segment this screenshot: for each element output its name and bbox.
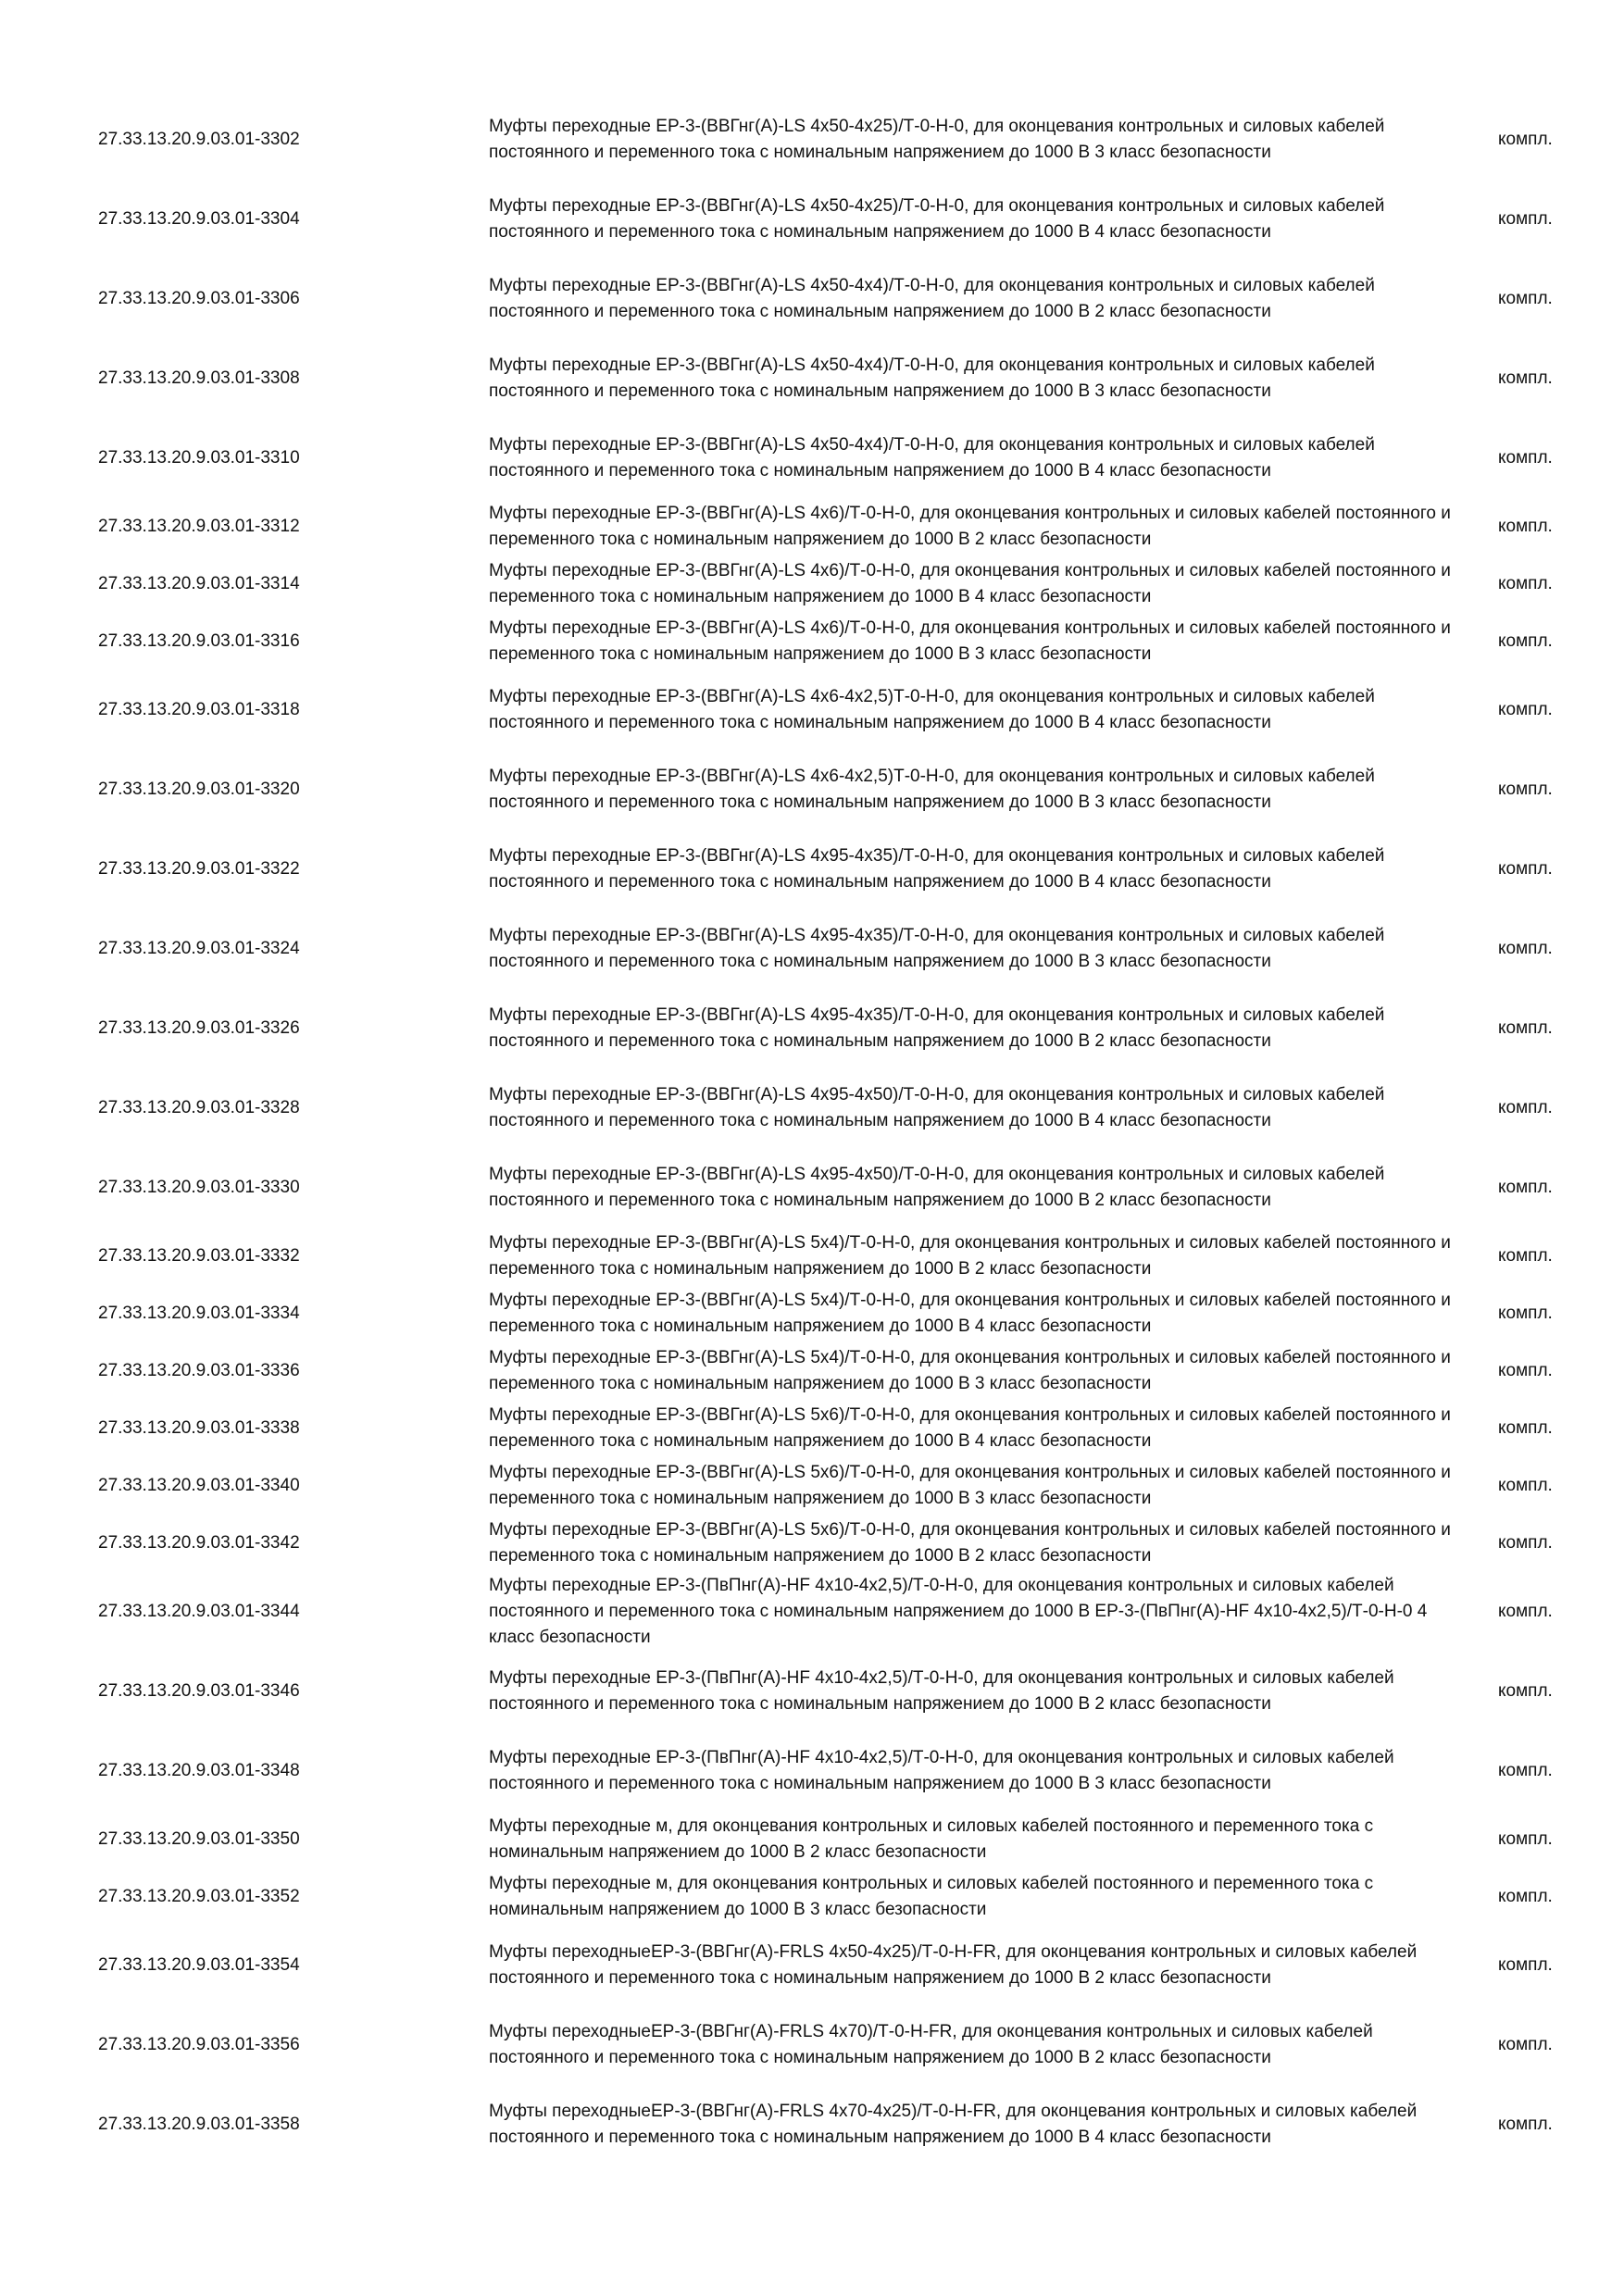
item-unit: компл. xyxy=(1498,2115,1553,2134)
table-row xyxy=(0,2005,1624,2085)
item-code: 27.33.13.20.9.03.01-3320 xyxy=(98,780,300,799)
item-description-cell xyxy=(489,1068,1452,1148)
item-code: 27.33.13.20.9.03.01-3330 xyxy=(98,1178,300,1197)
item-unit: компл. xyxy=(1498,368,1553,388)
item-description: Муфты переходные ЕР-3-(ПвПнг(А)-HF 4х10-4х2,5)/Т-0-Н-0, для оконцевания контрольных и силовых кабелей постоянного и переменного тока с номинальным напряжением до 1000 В ЕР-3-(ПвПнг(А)-HF 4х10-4х2,5)/Т-0-Н-0 4 класс безопасности xyxy=(489,1576,1428,1647)
item-description-cell xyxy=(489,180,1452,259)
item-description: Муфты переходные ЕР-3-(ВВГнг(А)-LS 4х95-4х35)/Т-0-Н-0, для оконцевания контрольных и силовых кабелей постоянного и переменного тока с номинальным напряжением до 1000 В 4 класс безопасности xyxy=(489,846,1385,892)
item-unit: компл. xyxy=(1498,1178,1553,1197)
item-description-cell xyxy=(489,2005,1452,2085)
item-description-cell xyxy=(489,1285,1452,1342)
table-row xyxy=(0,909,1624,989)
table-row xyxy=(0,1285,1624,1342)
item-code: 27.33.13.20.9.03.01-3354 xyxy=(98,1955,300,1975)
table-row xyxy=(0,1457,1624,1515)
item-code: 27.33.13.20.9.03.01-3348 xyxy=(98,1761,300,1780)
item-unit: компл. xyxy=(1498,1761,1553,1780)
item-code: 27.33.13.20.9.03.01-3356 xyxy=(98,2035,300,2054)
item-code: 27.33.13.20.9.03.01-3314 xyxy=(98,574,300,593)
item-unit: компл. xyxy=(1498,1304,1553,1323)
item-description: Муфты переходные ЕР-3-(ВВГнг(А)-LS 5х6)/Т-0-Н-0, для оконцевания контрольных и силовых кабелей постоянного и переменного тока с номинальным напряжением до 1000 В 4 класс безопасности xyxy=(489,1405,1451,1451)
item-code: 27.33.13.20.9.03.01-3312 xyxy=(98,517,300,536)
item-description-cell xyxy=(489,259,1452,339)
item-description: Муфты переходные ЕР-3-(ВВГнг(А)-LS 4х6)/Т-0-Н-0, для оконцевания контрольных и силовых кабелей постоянного и переменного тока с номинальным напряжением до 1000 В 4 класс безопасности xyxy=(489,561,1451,606)
item-description: Муфты переходные ЕР-3-(ВВГнг(А)-LS 4х50-4х4)/Т-0-Н-0, для оконцевания контрольных и силовых кабелей постоянного и переменного тока с номинальным напряжением до 1000 В 2 класс безопасности xyxy=(489,276,1375,321)
item-unit: компл. xyxy=(1498,700,1553,719)
item-description: Муфты переходные ЕР-3-(ВВГнг(А)-LS 4х50-4х4)/Т-0-Н-0, для оконцевания контрольных и силовых кабелей постоянного и переменного тока с номинальным напряжением до 1000 В 4 класс безопасности xyxy=(489,435,1375,480)
item-description-cell xyxy=(489,1515,1452,1572)
table-row xyxy=(0,1515,1624,1572)
item-description-cell xyxy=(489,555,1452,613)
item-description-cell xyxy=(489,339,1452,418)
table-row xyxy=(0,670,1624,750)
table-row xyxy=(0,498,1624,555)
item-code: 27.33.13.20.9.03.01-3310 xyxy=(98,448,300,468)
table-row xyxy=(0,1342,1624,1400)
item-description-cell xyxy=(489,1811,1452,1868)
item-description: Муфты переходныеЕР-3-(ВВГнг(А)-FRLS 4х70-4х25)/Т-0-Н-FR, для оконцевания контрольных и силовых кабелей постоянного и переменного тока с номинальным напряжением до 1000 В 4 класс безопасности xyxy=(489,2102,1418,2147)
table-row xyxy=(0,1731,1624,1811)
item-description: Муфты переходные ЕР-3-(ВВГнг(А)-LS 5х4)/Т-0-Н-0, для оконцевания контрольных и силовых кабелей постоянного и переменного тока с номинальным напряжением до 1000 В 4 класс безопасности xyxy=(489,1291,1451,1336)
item-code: 27.33.13.20.9.03.01-3340 xyxy=(98,1476,300,1495)
item-description: Муфты переходные ЕР-3-(ВВГнг(А)-LS 5х6)/Т-0-Н-0, для оконцевания контрольных и силовых кабелей постоянного и переменного тока с номинальным напряжением до 1000 В 2 класс безопасности xyxy=(489,1520,1451,1566)
table-row xyxy=(0,2085,1624,2165)
item-description-cell xyxy=(489,1926,1452,2005)
item-description: Муфты переходные ЕР-3-(ВВГнг(А)-LS 5х4)/Т-0-Н-0, для оконцевания контрольных и силовых кабелей постоянного и переменного тока с номинальным напряжением до 1000 В 2 класс безопасности xyxy=(489,1233,1451,1279)
item-code: 27.33.13.20.9.03.01-3324 xyxy=(98,939,300,958)
item-code: 27.33.13.20.9.03.01-3326 xyxy=(98,1018,300,1038)
item-unit: компл. xyxy=(1498,1602,1553,1621)
item-description-cell xyxy=(489,1342,1452,1400)
table-row xyxy=(0,1811,1624,1868)
item-unit: компл. xyxy=(1498,1955,1553,1975)
item-unit: компл. xyxy=(1498,1476,1553,1495)
item-description-cell xyxy=(489,1148,1452,1228)
item-description: Муфты переходные ЕР-3-(ВВГнг(А)-LS 4х6-4х2,5)Т-0-Н-0, для оконцевания контрольных и силовых кабелей постоянного и переменного тока с номинальным напряжением до 1000 В 3 класс безопасности xyxy=(489,767,1375,812)
item-code: 27.33.13.20.9.03.01-3316 xyxy=(98,631,300,651)
table-row xyxy=(0,830,1624,909)
item-description-cell xyxy=(489,1400,1452,1457)
item-unit: компл. xyxy=(1498,2035,1553,2054)
item-code: 27.33.13.20.9.03.01-3302 xyxy=(98,130,300,149)
item-description: Муфты переходные ЕР-3-(ВВГнг(А)-LS 4х50-4х4)/Т-0-Н-0, для оконцевания контрольных и силовых кабелей постоянного и переменного тока с номинальным напряжением до 1000 В 3 класс безопасности xyxy=(489,356,1375,401)
item-description: Муфты переходные ЕР-3-(ВВГнг(А)-LS 4х6)/Т-0-Н-0, для оконцевания контрольных и силовых кабелей постоянного и переменного тока с номинальным напряжением до 1000 В 2 класс безопасности xyxy=(489,504,1451,549)
item-code: 27.33.13.20.9.03.01-3358 xyxy=(98,2115,300,2134)
table-row xyxy=(0,1228,1624,1285)
item-code: 27.33.13.20.9.03.01-3306 xyxy=(98,289,300,308)
item-unit: компл. xyxy=(1498,1246,1553,1266)
item-description: Муфты переходныеЕР-3-(ВВГнг(А)-FRLS 4х50-4х25)/Т-0-Н-FR, для оконцевания контрольных и силовых кабелей постоянного и переменного тока с номинальным напряжением до 1000 В 2 класс безопасности xyxy=(489,1942,1418,1988)
item-code: 27.33.13.20.9.03.01-3332 xyxy=(98,1246,300,1266)
table-row xyxy=(0,1572,1624,1652)
item-unit: компл. xyxy=(1498,859,1553,879)
item-description-cell xyxy=(489,1652,1452,1731)
item-unit: компл. xyxy=(1498,1361,1553,1380)
item-description: Муфты переходные ЕР-3-(ВВГнг(А)-LS 4х6)/Т-0-Н-0, для оконцевания контрольных и силовых кабелей постоянного и переменного тока с номинальным напряжением до 1000 В 3 класс безопасности xyxy=(489,618,1451,664)
item-description-cell xyxy=(489,100,1452,180)
table-row xyxy=(0,555,1624,613)
item-description-cell xyxy=(489,1731,1452,1811)
item-description-cell xyxy=(489,1868,1452,1926)
item-description: Муфты переходныеЕР-3-(ВВГнг(А)-FRLS 4х70)/Т-0-Н-FR, для оконцевания контрольных и силовых кабелей постоянного и переменного тока с номинальным напряжением до 1000 В 2 класс безопасности xyxy=(489,2022,1373,2067)
item-code: 27.33.13.20.9.03.01-3322 xyxy=(98,859,300,879)
item-description: Муфты переходные ЕР-3-(ВВГнг(А)-LS 4х6-4х2,5)Т-0-Н-0, для оконцевания контрольных и силовых кабелей постоянного и переменного тока с номинальным напряжением до 1000 В 4 класс безопасности xyxy=(489,687,1375,732)
item-unit: компл. xyxy=(1498,517,1553,536)
item-description: Муфты переходные ЕР-3-(ВВГнг(А)-LS 5х4)/Т-0-Н-0, для оконцевания контрольных и силовых кабелей постоянного и переменного тока с номинальным напряжением до 1000 В 3 класс безопасности xyxy=(489,1348,1451,1393)
item-description-cell xyxy=(489,989,1452,1068)
item-unit: компл. xyxy=(1498,209,1553,229)
item-code: 27.33.13.20.9.03.01-3350 xyxy=(98,1829,300,1849)
item-description: Муфты переходные ЕР-3-(ПвПнг(А)-HF 4х10-4х2,5)/Т-0-Н-0, для оконцевания контрольных и силовых кабелей постоянного и переменного тока с номинальным напряжением до 1000 В 3 класс безопасности xyxy=(489,1748,1394,1793)
item-unit: компл. xyxy=(1498,1533,1553,1553)
table-row xyxy=(0,1400,1624,1457)
table-row xyxy=(0,1926,1624,2005)
price-list-table xyxy=(0,100,1624,2165)
item-description-cell xyxy=(489,909,1452,989)
item-code: 27.33.13.20.9.03.01-3304 xyxy=(98,209,300,229)
item-code: 27.33.13.20.9.03.01-3318 xyxy=(98,700,300,719)
item-description: Муфты переходные м, для оконцевания контрольных и силовых кабелей постоянного и переменного тока с номинальным напряжением до 1000 В 3 класс безопасности xyxy=(489,1874,1374,1919)
item-unit: компл. xyxy=(1498,1418,1553,1438)
item-unit: компл. xyxy=(1498,939,1553,958)
item-unit: компл. xyxy=(1498,631,1553,651)
item-code: 27.33.13.20.9.03.01-3342 xyxy=(98,1533,300,1553)
item-description: Муфты переходные ЕР-3-(ВВГнг(А)-LS 4х95-4х50)/Т-0-Н-0, для оконцевания контрольных и силовых кабелей постоянного и переменного тока с номинальным напряжением до 1000 В 2 класс безопасности xyxy=(489,1165,1385,1210)
item-description-cell xyxy=(489,613,1452,670)
table-row xyxy=(0,989,1624,1068)
item-code: 27.33.13.20.9.03.01-3334 xyxy=(98,1304,300,1323)
table-row xyxy=(0,180,1624,259)
table-row xyxy=(0,1652,1624,1731)
table-row xyxy=(0,613,1624,670)
item-code: 27.33.13.20.9.03.01-3346 xyxy=(98,1681,300,1701)
table-row xyxy=(0,1868,1624,1926)
item-description-cell xyxy=(489,418,1452,498)
item-unit: компл. xyxy=(1498,1018,1553,1038)
item-unit: компл. xyxy=(1498,780,1553,799)
item-code: 27.33.13.20.9.03.01-3352 xyxy=(98,1887,300,1906)
item-unit: компл. xyxy=(1498,1829,1553,1849)
item-unit: компл. xyxy=(1498,130,1553,149)
item-unit: компл. xyxy=(1498,289,1553,308)
item-description: Муфты переходные ЕР-3-(ПвПнг(А)-HF 4х10-4х2,5)/Т-0-Н-0, для оконцевания контрольных и силовых кабелей постоянного и переменного тока с номинальным напряжением до 1000 В 2 класс безопасности xyxy=(489,1668,1394,1714)
item-description: Муфты переходные ЕР-3-(ВВГнг(А)-LS 4х95-4х35)/Т-0-Н-0, для оконцевания контрольных и силовых кабелей постоянного и переменного тока с номинальным напряжением до 1000 В 2 класс безопасности xyxy=(489,1005,1385,1051)
item-description-cell xyxy=(489,498,1452,555)
item-description-cell xyxy=(489,1457,1452,1515)
table-row xyxy=(0,259,1624,339)
table-row xyxy=(0,339,1624,418)
item-description-cell xyxy=(489,750,1452,830)
item-unit: компл. xyxy=(1498,574,1553,593)
item-description: Муфты переходные ЕР-3-(ВВГнг(А)-LS 4х50-4х25)/Т-0-Н-0, для оконцевания контрольных и силовых кабелей постоянного и переменного тока с номинальным напряжением до 1000 В 4 класс безопасности xyxy=(489,196,1385,242)
item-description: Муфты переходные м, для оконцевания контрольных и силовых кабелей постоянного и переменного тока с номинальным напряжением до 1000 В 2 класс безопасности xyxy=(489,1816,1374,1862)
item-code: 27.33.13.20.9.03.01-3336 xyxy=(98,1361,300,1380)
table-row xyxy=(0,100,1624,180)
item-description-cell xyxy=(489,670,1452,750)
item-code: 27.33.13.20.9.03.01-3344 xyxy=(98,1602,300,1621)
table-row xyxy=(0,1068,1624,1148)
item-description-cell xyxy=(489,1572,1452,1652)
table-row xyxy=(0,1148,1624,1228)
table-row xyxy=(0,750,1624,830)
item-description-cell xyxy=(489,1228,1452,1285)
item-unit: компл. xyxy=(1498,1098,1553,1117)
item-description-cell xyxy=(489,830,1452,909)
item-code: 27.33.13.20.9.03.01-3338 xyxy=(98,1418,300,1438)
item-description: Муфты переходные ЕР-3-(ВВГнг(А)-LS 4х95-4х50)/Т-0-Н-0, для оконцевания контрольных и силовых кабелей постоянного и переменного тока с номинальным напряжением до 1000 В 4 класс безопасности xyxy=(489,1085,1385,1130)
item-code: 27.33.13.20.9.03.01-3328 xyxy=(98,1098,300,1117)
item-description-cell xyxy=(489,2085,1452,2165)
item-description: Муфты переходные ЕР-3-(ВВГнг(А)-LS 4х50-4х25)/Т-0-Н-0, для оконцевания контрольных и силовых кабелей постоянного и переменного тока с номинальным напряжением до 1000 В 3 класс безопасности xyxy=(489,117,1385,162)
table-row xyxy=(0,418,1624,498)
item-description: Муфты переходные ЕР-3-(ВВГнг(А)-LS 4х95-4х35)/Т-0-Н-0, для оконцевания контрольных и силовых кабелей постоянного и переменного тока с номинальным напряжением до 1000 В 3 класс безопасности xyxy=(489,926,1385,971)
item-unit: компл. xyxy=(1498,448,1553,468)
item-unit: компл. xyxy=(1498,1887,1553,1906)
item-unit: компл. xyxy=(1498,1681,1553,1701)
item-description: Муфты переходные ЕР-3-(ВВГнг(А)-LS 5х6)/Т-0-Н-0, для оконцевания контрольных и силовых кабелей постоянного и переменного тока с номинальным напряжением до 1000 В 3 класс безопасности xyxy=(489,1463,1451,1508)
item-code: 27.33.13.20.9.03.01-3308 xyxy=(98,368,300,388)
